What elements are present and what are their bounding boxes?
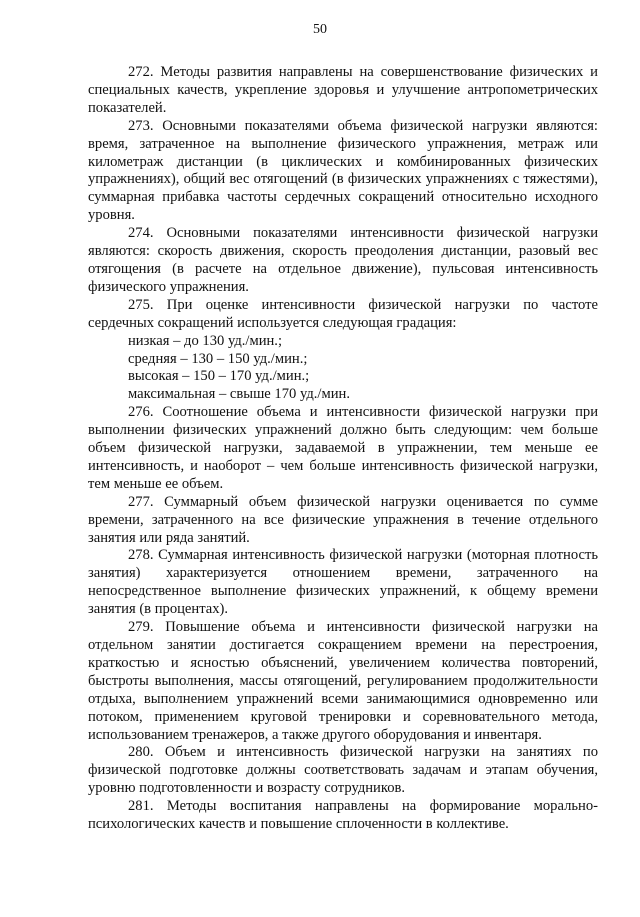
paragraph-274: 274. Основными показателями интенсивности физической нагрузки являются: скорость движения, скорость преодоления дистанции, разовый вес отягощения (в расчете на отдельное движение), пульсовая интенсивность физического упражнения. [88,225,598,295]
gradation-item-max: максимальная – свыше 170 уд./мин. [128,386,350,403]
gradation-item-high: высокая – 150 – 170 уд./мин.; [128,368,310,385]
paragraph-281: 281. Методы воспитания направлены на формирование морально-психологических качеств и повышение сплоченности в коллективе. [88,798,598,833]
paragraph-272: 272. Методы развития направлены на совершенствование физических и специальных качеств, укрепление здоровья и улучшение антропометрических показателей. [88,64,598,116]
gradation-item-low: низкая – до 130 уд./мин.; [128,332,283,349]
document-body [88,64,598,834]
paragraph-277: 277. Суммарный объем физической нагрузки оценивается по сумме времени, затраченного на все физические упражнения в течение отдельного занятия или ряда занятий. [88,493,598,546]
paragraph-280: 280. Объем и интенсивность физической нагрузки на занятиях по физической подготовке должны соответствовать задачам и этапам обучения, уровню подготовленности и возрасту сотрудников. [88,744,598,797]
paragraph-275: 275. При оценке интенсивности физической нагрузки по частоте сердечных сокращений используется следующая градация: [88,296,598,331]
paragraph-276: 276. Соотношение объема и интенсивности физической нагрузки при выполнении физических упражнений должно быть следующим: чем больше объем физической нагрузки, задаваемой в упражнении, тем меньше ее интенсивность, и наоборот – чем больше интенсивность физической нагрузки, тем меньше ее объем. [88,404,598,492]
paragraph-279: 279. Повышение объема и интенсивности физической нагрузки на отдельном занятии достигается сокращением времени на перестроения, краткостью и ясностью объяснений, увеличением количества повторений, быстроты выполнения, массы отягощений, регулированием продолжительности отдыха, выполнением упражнений всеми занимающимися одновременно или потоком, применением круговой тренировки и соревновательного метода, использованием тренажеров, а также другого оборудования и инвентаря. [88,619,598,743]
gradation-list [88,333,598,405]
paragraph-278: 278. Суммарная интенсивность физической нагрузки (моторная плотность занятия) характеризуется отношением времени, затраченного на непосредственное выполнение физических упражнений, к общему времени занятия (в процентах). [88,547,598,618]
paragraph-273: 273. Основными показателями объема физической нагрузки являются: время, затраченное на выполнение физического упражнения, метраж или километраж дистанции (в циклических и комбинированных физических упражнениях), общий вес отягощений (в физических упражнениях с тяжестями), суммарная прибавка частоты сердечных сокращений относительно исходного уровня. [88,117,598,224]
gradation-item-medium: средняя – 130 – 150 уд./мин.; [128,350,308,367]
page-number: 50 [313,22,327,37]
